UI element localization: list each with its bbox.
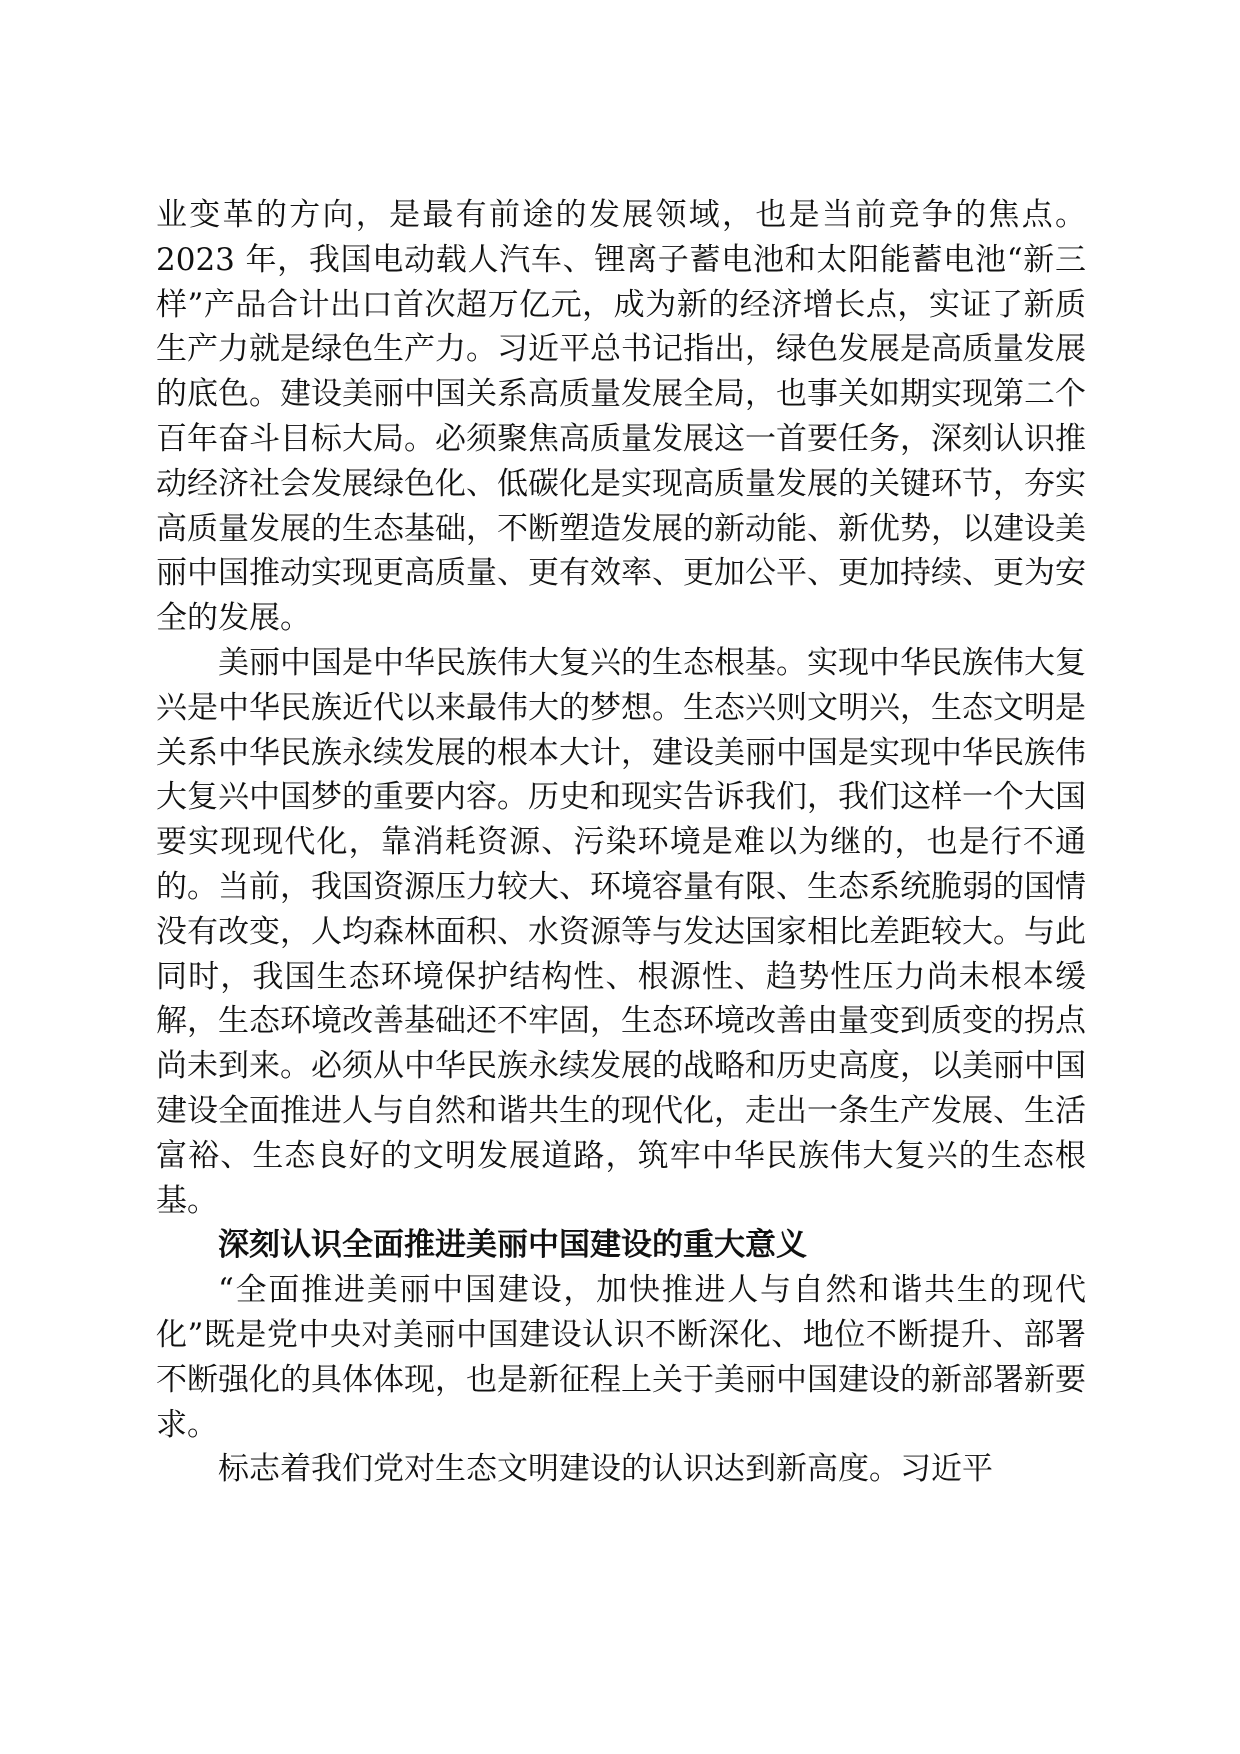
paragraph-new-deployment: “全面推进美丽中国建设，加快推进人与自然和谐共生的现代化”既是党中央对美丽中国建设认识不断深化、地位不断提升、部署不断强化的具体体现，也是新征程上关于美丽中国建设的新部署新要求。 <box>156 1272 1086 1443</box>
paragraph-ecological-foundation: 美丽中国是中华民族伟大复兴的生态根基。实现中华民族伟大复兴是中华民族近代以来最伟大的梦想。生态兴则文明兴，生态文明是关系中华民族永续发展的根本大计，建设美丽中国是实现中华民族伟大复兴中国梦的重要内容。历史和现实告诉我们，我们这样一个大国要实现现代化，靠消耗资源、污染环境是难以为继的，也是行不通的。当前，我国资源压力较大、环境容量有限、生态系统脆弱的国情没有改变，人均森林面积、水资源等与发达国家相比差距较大。与此同时，我国生态环境保护结构性、根源性、趋势性压力尚未根本缓解，生态环境改善基础还不牢固，生态环境改善由量变到质变的拐点尚未到来。必须从中华民族永续发展的战略和历史高度，以美丽中国建设全面推进人与自然和谐共生的现代化，走出一条生产发展、生活富裕、生态良好的文明发展道路，筑牢中华民族伟大复兴的生态根基。 <box>156 644 1086 1219</box>
section-heading: 深刻认识全面推进美丽中国建设的重大意义 <box>218 1227 807 1264</box>
paragraph-green-development: 业变革的方向，是最有前途的发展领域，也是当前竞争的焦点。2023 年，我国电动载人汽车、锂离子蓄电池和太阳能蓄电池“新三样”产品合计出口首次超万亿元，成为新的经济增长点，实证了新质生产力就是绿色生产力。习近平总书记指出，绿色发展是高质量发展的底色。建设美丽中国关系高质量发展全局，也事关如期实现第二个百年奋斗目标大局。必须聚焦高质量发展这一首要任务，深刻认识推动经济社会发展绿色化、低碳化是实现高质量发展的关键环节，夯实高质量发展的生态基础，不断塑造发展的新动能、新优势，以建设美丽中国推动实现更高质量、更有效率、更加公平、更加持续、更为安全的发展。 <box>156 197 1086 637</box>
paragraph-new-height: 标志着我们党对生态文明建设的认识达到新高度。习近平 <box>218 1451 993 1488</box>
document-body <box>156 193 1086 1492</box>
